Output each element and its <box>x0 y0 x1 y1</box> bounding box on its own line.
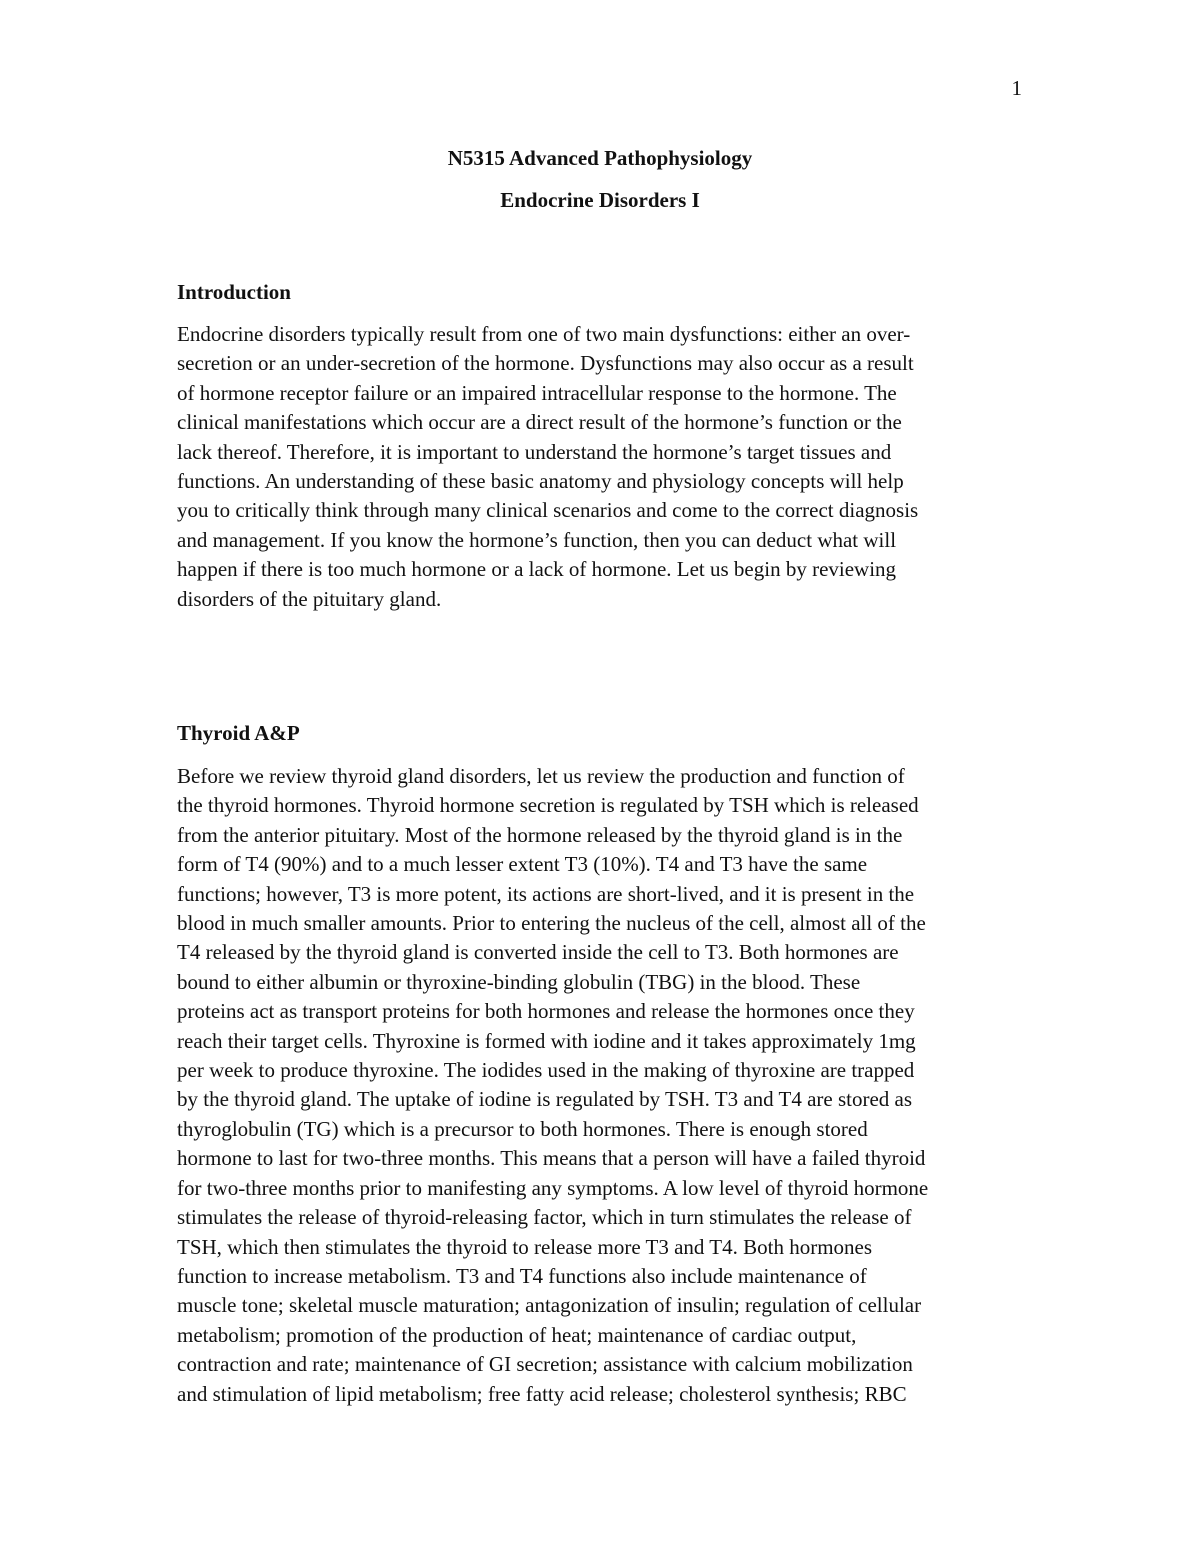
paragraph-line: reach their target cells. Thyroxine is formed with iodine and it takes approximately 1mg <box>177 1028 916 1053</box>
paragraph-line: Endocrine disorders typically result from one of two main dysfunctions: either an over- <box>177 322 911 346</box>
paragraph-line: secretion or an under-secretion of the hormone. Dysfunctions may also occur as a result <box>177 351 914 376</box>
section-heading-introduction: Introduction <box>177 280 291 304</box>
paragraph-line: you to critically think through many clinical scenarios and come to the correct diagnosis <box>177 498 919 523</box>
paragraph-line: and stimulation of lipid metabolism; free fatty acid release; cholesterol synthesis; RBC <box>177 1381 907 1406</box>
paragraph-line: and management. If you know the hormone’s function, then you can deduct what will <box>177 527 897 552</box>
paragraph-line: thyroglobulin (TG) which is a precursor to both hormones. There is enough stored <box>177 1116 868 1141</box>
paragraph-line: clinical manifestations which occur are a direct result of the hormone’s function or the <box>177 410 902 435</box>
paragraph-line: disorders of the pituitary gland. <box>177 586 442 611</box>
paragraph-line: form of T4 (90%) and to a much lesser extent T3 (10%). T4 and T3 have the same <box>177 852 868 877</box>
page-number: 1 <box>1011 76 1022 100</box>
paragraph-line: for two-three months prior to manifesting any symptoms. A low level of thyroid hormone <box>177 1175 929 1200</box>
paragraph-line: metabolism; promotion of the production of heat; maintenance of cardiac output, <box>177 1322 857 1347</box>
paragraph-line: TSH, which then stimulates the thyroid to release more T3 and T4. Both hormones <box>177 1234 873 1259</box>
paragraph-line: blood in much smaller amounts. Prior to entering the nucleus of the cell, almost all of the <box>177 911 926 936</box>
section-heading-thyroid-ap: Thyroid A&P <box>177 721 300 745</box>
paragraph-line: T4 released by the thyroid gland is converted inside the cell to T3. Both hormones are <box>177 940 899 965</box>
paragraph-line: lack thereof. Therefore, it is important to understand the hormone’s target tissues and <box>177 439 892 464</box>
paragraph-line: of hormone receptor failure or an impaired intracellular response to the hormone. The <box>177 380 897 405</box>
paragraph-line: proteins act as transport proteins for both hormones and release the hormones once they <box>177 999 915 1024</box>
paragraph-line: happen if there is too much hormone or a lack of hormone. Let us begin by reviewing <box>177 557 897 582</box>
paragraph-line: hormone to last for two-three months. This means that a person will have a failed thyroid <box>177 1146 926 1171</box>
paragraph-line: stimulates the release of thyroid-releasing factor, which in turn stimulates the release of <box>177 1205 912 1230</box>
module-title: Endocrine Disorders I <box>500 188 700 212</box>
paragraph-line: functions; however, T3 is more potent, its actions are short-lived, and it is present in the <box>177 881 915 906</box>
paragraph-line: function to increase metabolism. T3 and T4 functions also include maintenance of <box>177 1263 867 1288</box>
paragraph-line: functions. An understanding of these basic anatomy and physiology concepts will help <box>177 469 904 494</box>
course-title: N5315 Advanced Pathophysiology <box>447 146 753 170</box>
paragraph-line: bound to either albumin or thyroxine-binding globulin (TBG) in the blood. These <box>177 969 861 994</box>
paragraph-line: per week to produce thyroxine. The iodides used in the making of thyroxine are trapped <box>177 1058 915 1083</box>
paragraph-line: Before we review thyroid gland disorders, let us review the production and function of <box>177 764 905 788</box>
paragraph-line: contraction and rate; maintenance of GI secretion; assistance with calcium mobilization <box>177 1352 913 1377</box>
paragraph-line: by the thyroid gland. The uptake of iodine is regulated by TSH. T3 and T4 are stored as <box>177 1087 913 1112</box>
paragraph-line: from the anterior pituitary. Most of the hormone released by the thyroid gland is in the <box>177 822 903 847</box>
paragraph-line: the thyroid hormones. Thyroid hormone secretion is regulated by TSH which is released <box>177 793 919 818</box>
introduction-paragraph <box>177 320 1027 614</box>
paragraph-line: muscle tone; skeletal muscle maturation; antagonization of insulin; regulation of cellular <box>177 1293 922 1318</box>
thyroid-paragraph <box>177 762 1027 1409</box>
